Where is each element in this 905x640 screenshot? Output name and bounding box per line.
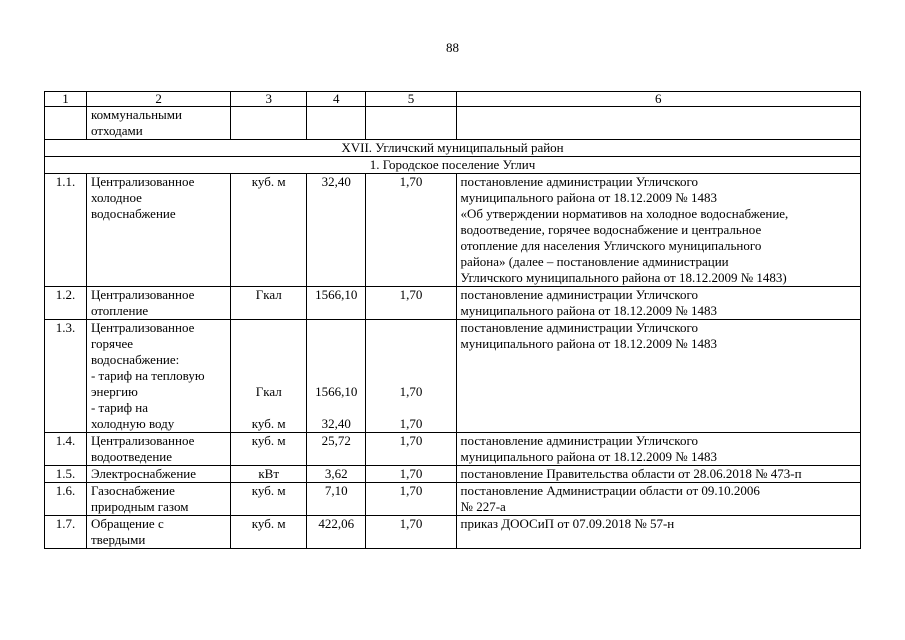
table-row [45,516,861,549]
service-name-cell: коммунальными отходами [86,107,230,140]
row-number-cell [45,107,87,140]
table-row [45,320,861,433]
legal-basis-cell [456,107,860,140]
unit-cell: куб. м [231,433,307,466]
header-cell: 1 [45,92,87,107]
legal-basis-cell: постановление администрации Угличского муниципального района от 18.12.2009 № 1483 «Об утверждении нормативов на холодное водоснабжение, водоотведение, горячее водоснабжение и центральное отопление для населения Угличского муниципального района» (далее – постановление администрации Угличского муниципального района от 18.12.2009 № 1483) [456,174,860,287]
coefficient-cell: 1,70 [366,466,456,483]
service-name-cell: Газоснабжение природным газом [86,483,230,516]
value-cell: 25,72 [307,433,366,466]
unit-cell: Гкал куб. м [231,320,307,433]
coefficient-cell: 1,70 1,70 [366,320,456,433]
value-cell: 1566,10 32,40 [307,320,366,433]
row-number-cell: 1.6. [45,483,87,516]
unit-cell: куб. м [231,483,307,516]
value-cell: 422,06 [307,516,366,549]
row-number-cell: 1.7. [45,516,87,549]
page-number: 88 [446,40,459,55]
row-number-cell: 1.1. [45,174,87,287]
coefficient-cell: 1,70 [366,287,456,320]
table-row [45,287,861,320]
row-number-cell: 1.3. [45,320,87,433]
subsection-title-row [45,157,861,174]
header-cell: 5 [366,92,456,107]
legal-basis-cell: постановление администрации Угличского муниципального района от 18.12.2009 № 1483 [456,433,860,466]
table-row [45,466,861,483]
unit-cell [231,107,307,140]
coefficient-cell: 1,70 [366,483,456,516]
header-cell: 6 [456,92,860,107]
unit-cell: куб. м [231,174,307,287]
section-title: XVII. Угличский муниципальный район [45,140,861,157]
column-number-header-row [45,92,861,107]
coefficient-cell [366,107,456,140]
continuation-row [45,107,861,140]
value-cell: 1566,10 [307,287,366,320]
service-name-cell: Электроснабжение [86,466,230,483]
section-title-row [45,140,861,157]
service-name-cell: Централизованное водоотведение [86,433,230,466]
row-number-cell: 1.2. [45,287,87,320]
coefficient-cell: 1,70 [366,516,456,549]
service-name-cell: Обращение с твердыми [86,516,230,549]
service-name-cell: Централизованное холодное водоснабжение [86,174,230,287]
value-cell: 32,40 [307,174,366,287]
coefficient-cell: 1,70 [366,433,456,466]
unit-cell: Гкал [231,287,307,320]
header-cell: 3 [231,92,307,107]
subsection-title: 1. Городское поселение Углич [45,157,861,174]
legal-basis-cell: постановление Правительства области от 28.06.2018 № 473-п [456,466,860,483]
table-row [45,483,861,516]
tariff-table [44,91,861,549]
row-number-cell: 1.4. [45,433,87,466]
service-name-cell: Централизованное отопление [86,287,230,320]
legal-basis-cell: приказ ДООСиП от 07.09.2018 № 57-н [456,516,860,549]
header-cell: 4 [307,92,366,107]
header-cell: 2 [86,92,230,107]
service-name-cell: Централизованное горячее водоснабжение: - тариф на тепловую энергию - тариф на холодную воду [86,320,230,433]
unit-cell: кВт [231,466,307,483]
value-cell: 3,62 [307,466,366,483]
value-cell: 7,10 [307,483,366,516]
value-cell [307,107,366,140]
table-row [45,433,861,466]
coefficient-cell: 1,70 [366,174,456,287]
table-row [45,174,861,287]
unit-cell: куб. м [231,516,307,549]
legal-basis-cell: постановление администрации Угличского муниципального района от 18.12.2009 № 1483 [456,320,860,433]
legal-basis-cell: постановление Администрации области от 09.10.2006 № 227-а [456,483,860,516]
row-number-cell: 1.5. [45,466,87,483]
legal-basis-cell: постановление администрации Угличского муниципального района от 18.12.2009 № 1483 [456,287,860,320]
